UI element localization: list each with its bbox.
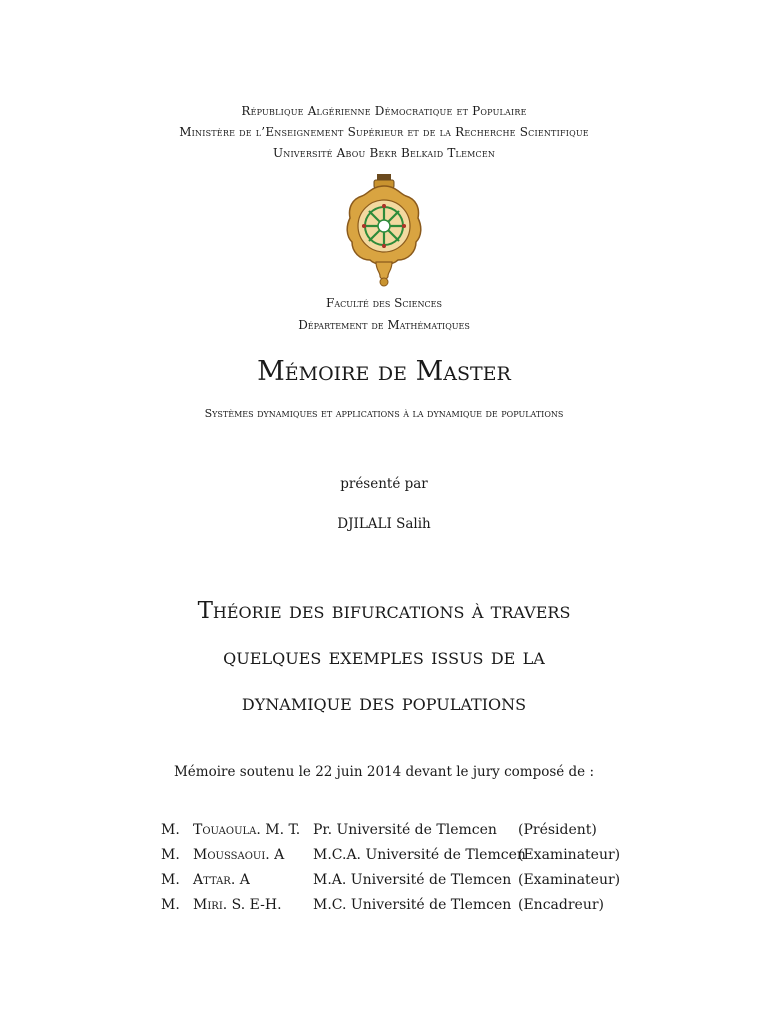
thesis-title-line-2: quelques exemples issus de la	[223, 644, 545, 670]
thesis-title-line-1: Théorie des bifurcations à travers	[197, 598, 571, 624]
defense-line: Mémoire soutenu le 22 juin 2014 devant le jury composé de :	[173, 764, 595, 780]
faculty-block	[0, 292, 768, 336]
jury-name: Moussaoui. A	[193, 847, 285, 863]
department-line: Département de Mathématiques	[298, 318, 470, 332]
thesis-title-line-3: dynamique des populations	[241, 690, 527, 716]
jury-title: M.C. Université de Tlemcen	[313, 897, 512, 913]
jury-role: (Examinateur)	[518, 872, 621, 888]
jury-title: Pr. Université de Tlemcen	[313, 822, 497, 838]
author-name: DJILALI Salih	[337, 516, 431, 532]
faculty-line: Faculté des Sciences	[326, 296, 442, 310]
jury-title: M.C.A. Université de Tlemcen	[313, 847, 526, 863]
university-line: Université Abou Bekr Belkaid Tlemcen	[272, 146, 496, 160]
jury-prefix: M.	[161, 822, 180, 838]
subtitle: Systèmes dynamiques et applications à la dynamique de populations	[204, 407, 564, 420]
presented-by-label: présenté par	[340, 476, 428, 492]
institution-header	[0, 101, 768, 164]
page-title: Mémoire de Master	[257, 356, 511, 387]
jury-prefix: M.	[161, 847, 180, 863]
jury-name: Attar. A	[193, 872, 250, 888]
jury-name: Miri. S. E-H.	[193, 897, 282, 913]
jury-role: (Président)	[518, 822, 597, 838]
thesis-title	[0, 588, 768, 726]
jury-prefix: M.	[161, 872, 180, 888]
university-emblem-icon	[344, 172, 424, 288]
jury-role: (Examinateur)	[518, 847, 621, 863]
jury-name: Touaoula. M. T.	[193, 822, 301, 838]
jury-title: M.A. Université de Tlemcen	[313, 872, 512, 888]
ministry-line: Ministère de l’Enseignement Supérieur et de la Recherche Scientifique	[179, 125, 589, 139]
jury-prefix: M.	[161, 897, 180, 913]
jury-role: (Encadreur)	[518, 897, 604, 913]
republic-line: République Algérienne Démocratique et Populaire	[241, 104, 527, 118]
